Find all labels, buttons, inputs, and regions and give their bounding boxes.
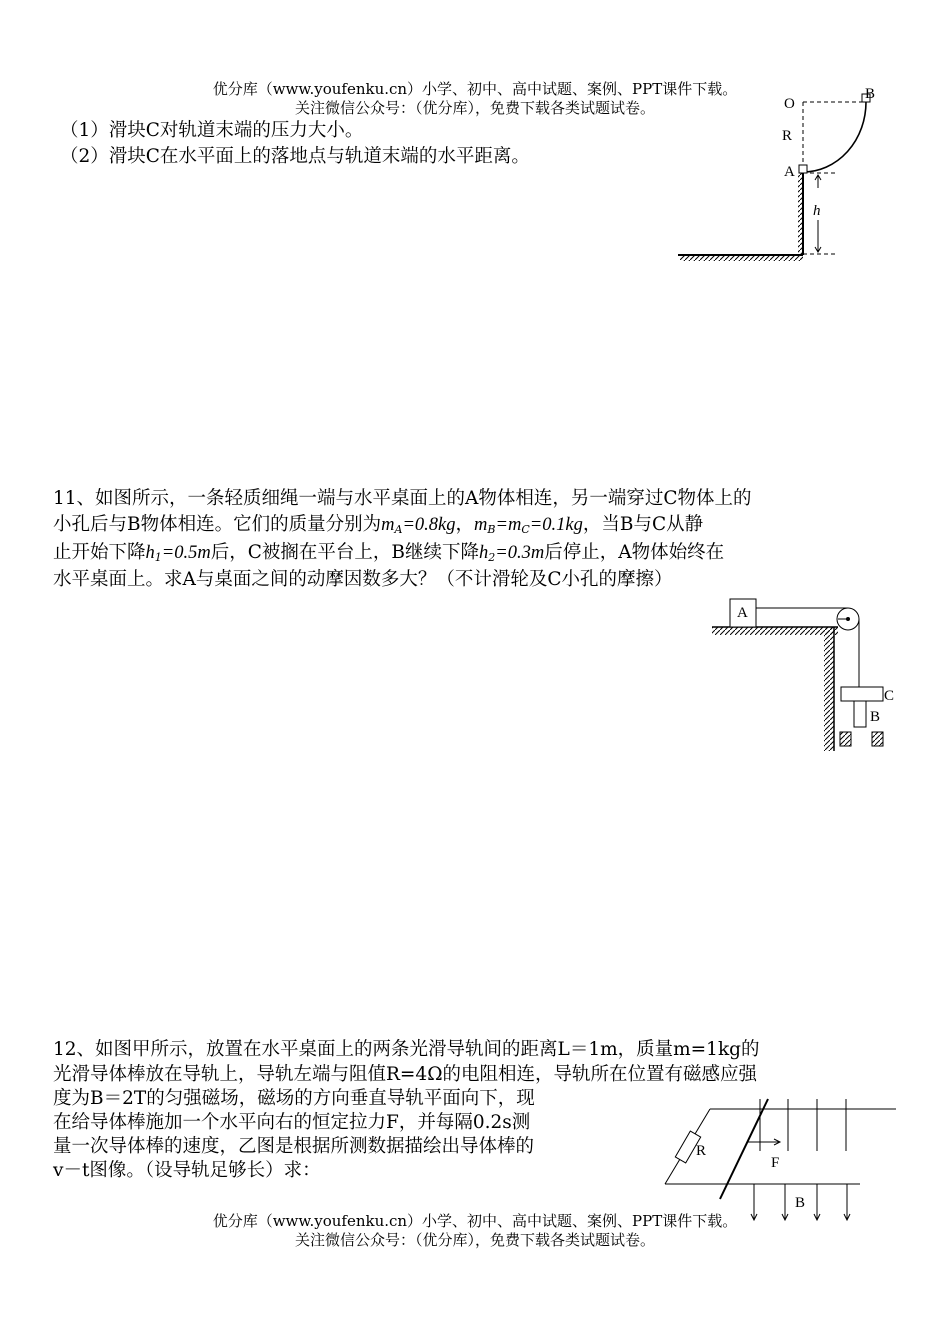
- block-b: [854, 701, 866, 727]
- q11-line3: 止开始下降$h_1=0.5m$后，C被搁在平台上，B继续下降$h_2=0.3m$后停止，A物体始终在: [53, 542, 725, 564]
- label-R: R: [782, 128, 793, 144]
- header-top-line2: 关注微信公众号：（优分库），免费下载各类试题试卷。: [294, 99, 655, 117]
- q12-figure: [660, 1095, 900, 1225]
- platform-right: [872, 732, 883, 746]
- q11-line2: 小孔后与B物体相连。它们的质量分别为$m_A=0.8kg$，$m_B=m_C=0.1kg$，当B与C从静: [53, 514, 704, 536]
- q12-line4: 在给导体棒施加一个水平向右的恒定拉力F，并每隔0.2s测: [53, 1112, 531, 1133]
- label-B: B: [865, 86, 876, 102]
- q12-line1: 12、如图甲所示，放置在水平桌面上的两条光滑导轨间的距离L＝1m，质量m=1kg的: [53, 1039, 760, 1060]
- header-top-line1: 优分库（www.youfenku.cn）小学、初中、高中试题、案例、PPT课件下载。: [212, 80, 738, 98]
- table-hatch: [712, 627, 838, 635]
- q11-figure: [700, 595, 900, 755]
- block-a: [799, 165, 807, 173]
- wall-hatch: [824, 627, 834, 751]
- q11-line1: 11、如图所示，一条轻质细绳一端与水平桌面上的A物体相连，另一端穿过C物体上的: [53, 488, 752, 509]
- label-C: C: [884, 688, 895, 704]
- label-O: O: [784, 96, 795, 112]
- header-bottom-line1: 优分库（www.youfenku.cn）小学、初中、高中试题、案例、PPT课件下载。: [212, 1212, 738, 1230]
- label-B: B: [870, 709, 881, 725]
- label-B: B: [795, 1195, 806, 1211]
- q12-line6: v－t图像。（设导轨足够长）求：: [53, 1160, 321, 1181]
- label-A: A: [784, 164, 795, 180]
- arc-track: [803, 102, 866, 172]
- block-c: [841, 687, 883, 701]
- q11-line4: 水平桌面上。求A与桌面之间的动摩因数多大？（不计滑轮及C小孔的摩擦）: [53, 569, 673, 590]
- platform-left: [840, 732, 851, 746]
- label-F: F: [771, 1155, 780, 1171]
- q10-figure: [670, 80, 900, 270]
- label-h: h: [813, 203, 821, 219]
- q10-sub1: （1）滑块C对轨道末端的压力大小。: [60, 120, 364, 141]
- q12-line5: 量一次导体棒的速度，乙图是根据所测数据描绘出导体棒的: [53, 1136, 535, 1157]
- q12-line3: 度为B＝2T的匀强磁场，磁场的方向垂直导轨平面向下，现: [53, 1088, 535, 1109]
- q10-sub2: （2）滑块C在水平面上的落地点与轨道末端的水平距离。: [60, 146, 530, 167]
- header-bottom-line2: 关注微信公众号：（优分库），免费下载各类试题试卷。: [294, 1231, 655, 1249]
- label-A: A: [737, 605, 748, 621]
- label-R: R: [696, 1143, 707, 1159]
- q12-line2: 光滑导体棒放在导轨上，导轨左端与阻值R=4Ω的电阻相连，导轨所在位置有磁感应强: [53, 1064, 758, 1085]
